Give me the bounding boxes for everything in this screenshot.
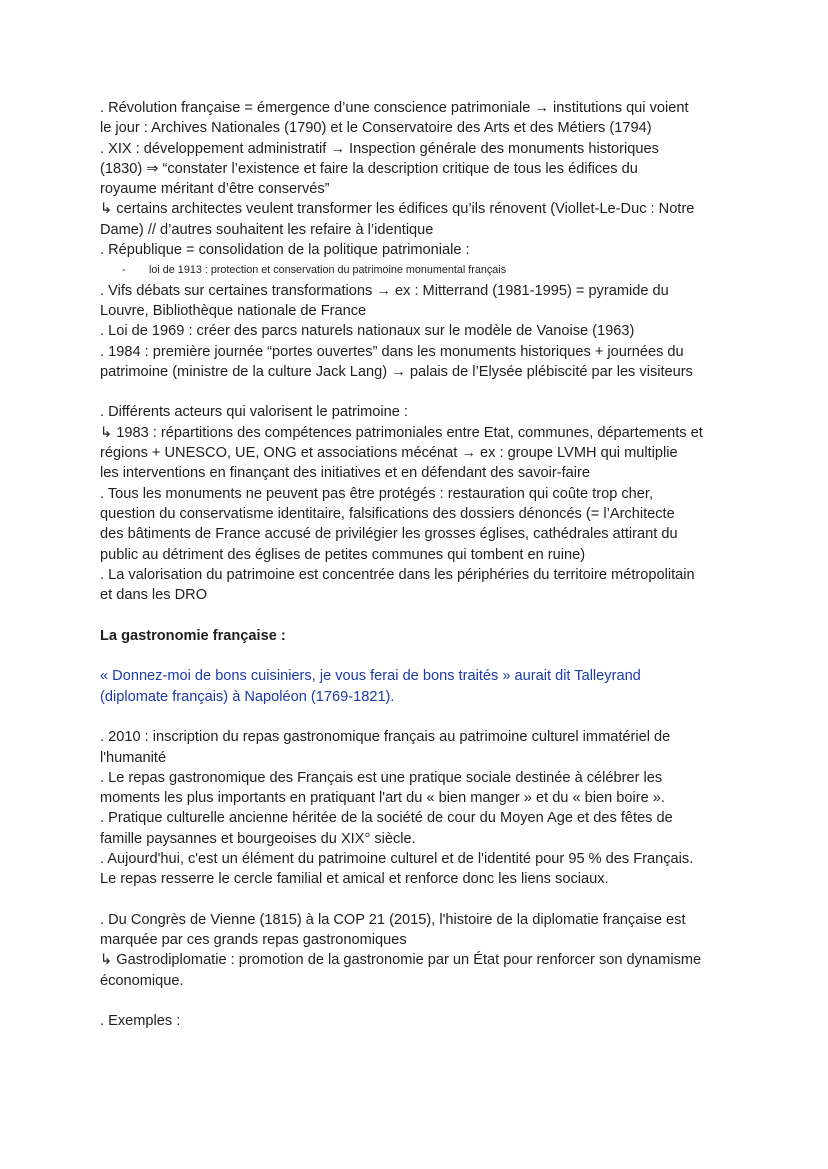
text-line: . Vifs débats sur certaines transformations → ex : Mitterrand (1981-1995) = pyramide du — [100, 282, 669, 299]
paragraph-gap — [100, 646, 740, 666]
text-line: des bâtiments de France accusé de privilégier les grosses églises, cathédrales attirant du — [100, 526, 678, 543]
text-line: . 2010 : inscription du repas gastronomique français au patrimoine culturel immatériel de — [100, 729, 671, 746]
text-line: . République = consolidation de la politique patrimoniale : — [100, 242, 470, 259]
text-line: (1830) ⇒ “constater l’existence et faire la description critique de tous les édifices du — [100, 160, 638, 177]
text-line: patrimoine (ministre de la culture Jack Lang) → palais de l’Elysée plébiscité par les visiteurs — [100, 363, 693, 380]
document-page — [100, 98, 740, 1032]
text-line: le jour : Archives Nationales (1790) et le Conservatoire des Arts et des Métiers (1794) — [100, 120, 652, 137]
text-line: . Exemples : — [100, 1013, 181, 1030]
list-item-text: loi de 1913 : protection et conservation du patrimoine monumental français — [149, 264, 507, 277]
text-line: . Pratique culturelle ancienne héritée de la société de cour du Moyen Age et des fêtes de — [100, 810, 673, 827]
text-line: . 1984 : première journée “portes ouvertes” dans les monuments historiques + journées du — [100, 343, 684, 360]
text-line: ↳ certains architectes veulent transformer les édifices qu’ils rénovent (Viollet-Le-Duc : Notre — [100, 201, 695, 218]
text-line: Dame) // d’autres souhaitent les refaire à l’identique — [100, 221, 434, 238]
paragraph-gap — [100, 382, 740, 402]
text-line: famille paysannes et bourgeoises du XIX° siècle. — [100, 830, 416, 847]
text-line: . Aujourd'hui, c'est un élément du patrimoine culturel et de l'identité pour 95 % des Français. — [100, 850, 694, 867]
text-line: les interventions en finançant des initiatives et en défendant des savoir-faire — [100, 465, 590, 482]
paragraph-gap — [100, 991, 740, 1011]
text-line: question du conservatisme identitaire, falsifications des dossiers dénoncés (= l’Architecte — [100, 505, 675, 522]
text-line: . Tous les monuments ne peuvent pas être protégés : restauration qui coûte trop cher, — [100, 485, 654, 502]
list-item — [100, 260, 740, 280]
text-line: marquée par ces grands repas gastronomiques — [100, 932, 407, 949]
text-line: Louvre, Bibliothèque nationale de France — [100, 302, 367, 319]
text-line: ↳ Gastrodiplomatie : promotion de la gastronomie par un État pour renforcer son dynamisme — [100, 952, 702, 969]
text-line: royaume méritant d’être conservés” — [100, 181, 330, 198]
text-line: public au détriment des églises de petites communes qui tombent en ruine) — [100, 546, 586, 563]
text-line: régions + UNESCO, UE, ONG et associations mécénat → ex : groupe LVMH qui multiplie — [100, 445, 678, 462]
text-line: . XIX : développement administratif → Inspection générale des monuments historiques — [100, 140, 659, 157]
quote-line: « Donnez-moi de bons cuisiniers, je vous ferai de bons traités » aurait dit Talleyrand — [100, 668, 641, 685]
text-line: Le repas resserre le cercle familial et amical et renforce donc les liens sociaux. — [100, 871, 609, 888]
text-line: ↳ 1983 : répartitions des compétences patrimoniales entre Etat, communes, départements et — [100, 424, 703, 441]
text-line: . Loi de 1969 : créer des parcs naturels nationaux sur le modèle de Vanoise (1963) — [100, 323, 635, 340]
text-line: et dans les DRO — [100, 587, 208, 604]
quote-line: (diplomate français) à Napoléon (1769-1821). — [100, 688, 395, 705]
text-line: l'humanité — [100, 749, 167, 766]
text-line: . Du Congrès de Vienne (1815) à la COP 21 (2015), l'histoire de la diplomatie française est — [100, 911, 686, 928]
paragraph-gap — [100, 890, 740, 910]
text-line: . La valorisation du patrimoine est concentrée dans les périphéries du territoire métropolitain — [100, 566, 695, 583]
text-line: économique. — [100, 972, 184, 989]
list-dash: - — [122, 264, 126, 277]
text-line: . Révolution française = émergence d’une conscience patrimoniale → institutions qui voient — [100, 100, 689, 116]
text-line: . Le repas gastronomique des Français est une pratique sociale destinée à célébrer les — [100, 769, 663, 786]
paragraph-gap — [100, 707, 740, 727]
text-line: . Différents acteurs qui valorisent le patrimoine : — [100, 404, 408, 421]
paragraph-gap — [100, 605, 740, 625]
section-heading: La gastronomie française : — [100, 627, 286, 644]
text-line: moments les plus importants en pratiquant l'art du « bien manger » et du « bien boire ». — [100, 790, 665, 807]
